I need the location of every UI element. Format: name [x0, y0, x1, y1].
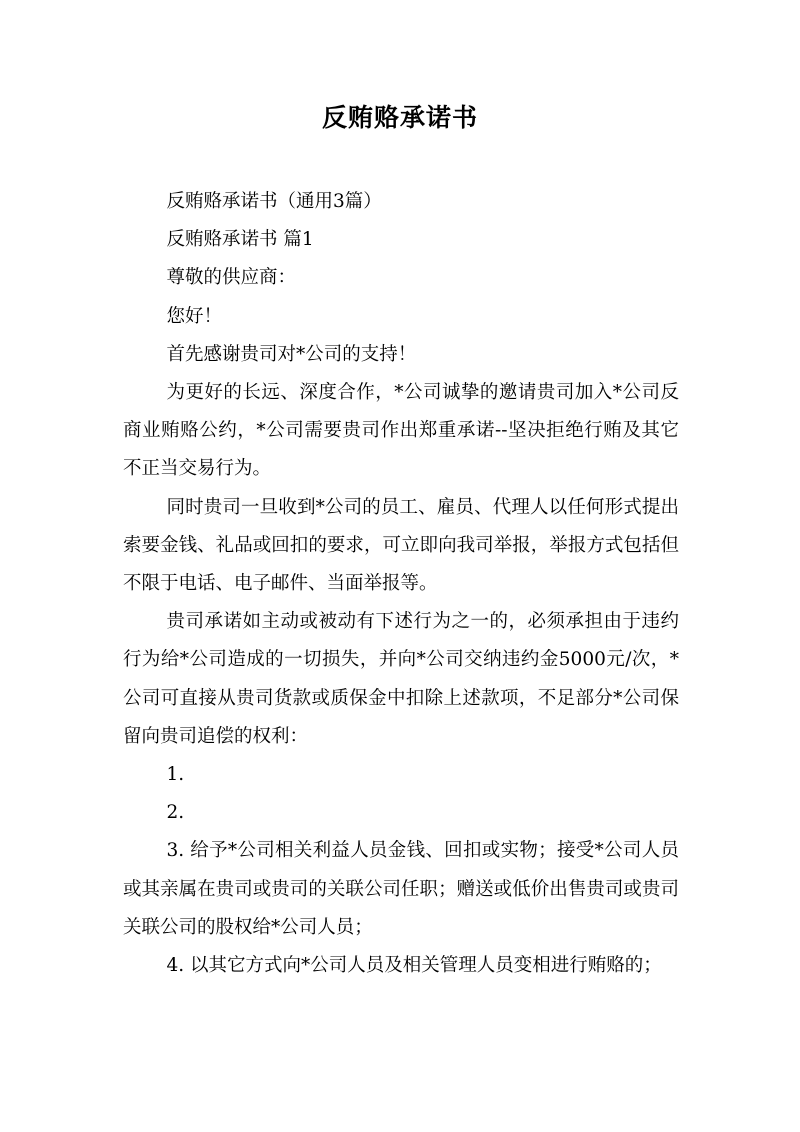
paragraph-thanks: 首先感谢贵司对*公司的支持！ — [166, 343, 417, 365]
paragraph-invitation: 为更好的长远、深度合作，*公司诚挚的邀请贵司加入*公司反商业贿赂公约，*公司需要贵司作出郑重承诺--坚决拒绝行贿及其它不正当交易行为。 — [123, 382, 679, 480]
document-title: 反贿赂承诺书 — [321, 103, 478, 132]
list-item-4: 4. 以其它方式向*公司人员及相关管理人员变相进行贿赂的； — [166, 955, 662, 977]
list-item-2: 2. — [166, 802, 185, 824]
document-body — [123, 183, 679, 985]
list-item-1: 1. — [166, 764, 185, 786]
paragraph-salutation: 尊敬的供应商： — [166, 267, 296, 289]
paragraph-subtitle: 反贿赂承诺书（通用3篇） — [166, 191, 382, 212]
paragraph-reporting: 同时贵司一旦收到*公司的员工、雇员、代理人以任何形式提出索要金钱、礼品或回扣的要求，可立即向我司举报，举报方式包括但不限于电话、电子邮件、当面举报等。 — [123, 496, 679, 595]
paragraph-commitment: 贵司承诺如主动或被动有下述行为之一的，必须承担由于违约行为给*公司造成的一切损失，并向*公司交纳违约金5000元/次，*公司可直接从贵司货款或质保金中扣除上述款项，不足部分*公司保留向贵司追偿的权利： — [123, 611, 679, 747]
paragraph-section-heading: 反贿赂承诺书 篇1 — [166, 229, 314, 251]
paragraph-greeting: 您好！ — [166, 305, 222, 327]
list-item-3: 3. 给予*公司相关利益人员金钱、回扣或实物；接受*公司人员或其亲属在贵司或贵司的关联公司任职；赠送或低价出售贵司或贵司关联公司的股权给*公司人员； — [123, 840, 679, 938]
